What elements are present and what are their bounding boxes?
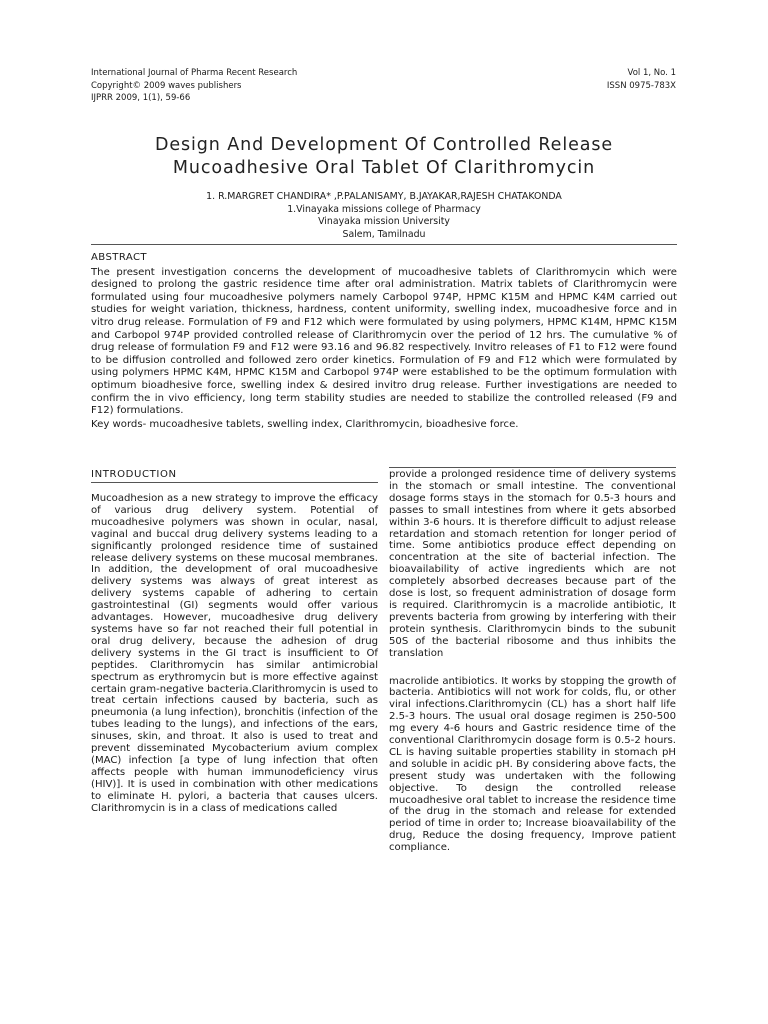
citation-line: IJPRR 2009, 1(1), 59-66 (91, 93, 191, 103)
introduction-right-text-2: macrolide antibiotics. It works by stopping the growth of bacteria. Antibiotics will not work for colds, flu, or other viral infections.Clarithromycin (CL) has a short half life 2.5-3 hours. The usual oral dosage regimen is 250-500 mg every 4-6 hours and Gastric residence time of the conventional Clarithromycin dosage form is 0.5-2 hours. CL is having suitable properties stability in stomach pH and soluble in acidic pH. By considering above facts, the present study was undertaken with the following objective. To design the controlled release mucoadhesive oral tablet to increase the residence time of the drug in the stomach and release for extended period of time in order to; Increase bioavailability of the drug, Reduce the dosing frequency, Improve patient compliance. (389, 675, 676, 854)
paragraph-gap (389, 660, 676, 676)
author-names: 1. R.MARGRET CHANDIRA* ,P.PALANISAMY, B.JAYAKAR,RAJESH CHATAKONDA (206, 191, 562, 202)
introduction-right-text-1: provide a prolonged residence time of delivery systems in the stomach or small intestine. The conventional dosage forms stays in the stomach for 0.5-3 hours and passes to small intestines from where it gets absorbed within 3-6 hours. It is therefore difficult to adjust release retardation and stomach retention for longer period of time. Some antibiotics produce effect depending on concentration at the site of bacterial infection. The bioavailability of active ingredients which are not completely absorbed decreases because part of the dose is lost, so frequent administration of dosage form is required. Clarithromycin is a macrolide antibiotic, It prevents bacteria from growing by interfering with their protein synthesis. Clarithromycin binds to the subunit 50S of the bacterial ribosome and thus inhibits the translation (389, 469, 676, 659)
affiliation-line-1: 1.Vinayaka missions college of Pharmacy (287, 203, 481, 215)
running-header-right (607, 67, 676, 92)
introduction-heading: INTRODUCTION (91, 469, 177, 480)
right-column-rule (389, 467, 676, 468)
issn-line: ISSN 0975-783X (606, 80, 676, 91)
volume-line: Vol 1, No. 1 (627, 68, 676, 78)
paper-title (0, 134, 768, 180)
abstract-top-rule (91, 244, 677, 245)
abstract-heading: ABSTRACT (91, 252, 147, 263)
copyright-line: Copyright© 2009 waves publishers (91, 80, 242, 91)
title-line-2: Mucoadhesive Oral Tablet Of Clarithromycin (172, 158, 596, 178)
left-column (91, 469, 378, 814)
keywords-line: Key words- mucoadhesive tablets, swelling index, Clarithromycin, bioadhesive force. (91, 418, 519, 430)
introduction-left-text: Mucoadhesion as a new strategy to improve the efficacy of various drug delivery system. Potential of mucoadhesive polymers was shown in ocular, nasal, vaginal and buccal drug delivery systems leading to a significantly prolonged residence time of sustained release delivery systems on these mucosal membranes. In addition, the development of oral mucoadhesive delivery systems was always of great interest as delivery systems capable of adhering to certain gastrointestinal (GI) segments would offer various advantages. However, mucoadhesive drug delivery systems have so far not reached their full potential in oral drug delivery, because the adhesion of drug delivery systems in the GI tract is insufficient to Of peptides. Clarithromycin has similar antimicrobial spectrum as erythromycin but is more effective against certain gram-negative bacteria.Clarithromycin is used to treat certain infections caused by bacteria, such as pneumonia (a lung infection), bronchitis (infection of the tubes leading to the lungs), and infections of the ears, sinuses, skin, and throat. It also is used to treat and prevent disseminated Mycobacterium avium complex (MAC) infection [a type of lung infection that often affects people with human immunodeficiency virus (HIV)]. It is used in combination with other medications to eliminate H. pylori, a bacteria that causes ulcers. Clarithromycin is in a class of medications called (91, 493, 378, 814)
affiliation-line-2: Vinayaka mission University (318, 216, 450, 227)
running-header-left (91, 67, 297, 105)
affiliation-line-3: Salem, Tamilnadu (342, 228, 426, 240)
author-block (0, 191, 768, 241)
right-column (389, 469, 676, 854)
abstract-section (91, 252, 677, 431)
abstract-text: The present investigation concerns the development of mucoadhesive tablets of Clarithromycin which were designed to prolong the gastric residence time after oral administration. Matrix tablets of Clarithromycin were formulated using four mucoadhesive polymers namely Carbopol 974P, HPMC K15M and HPMC K4M carried out studies for weight variation, thickness, hardness, content uniformity, swelling index, mucoadhesive force and in vitro drug release. Formulation of F9 and F12 which were formulated by using polymers, HPMC K14M, HPMC K15M and Carbopol 974P provided controlled release of Clarithromycin over the period of 12 hrs. The cumulative % of drug release of formulation F9 and F12 were 93.16 and 96.82 respectively. Invitro releases of F1 to F12 were found to be diffusion controlled and followed zero order kinetics. Formulation of F9 and F12 which were formulated by using polymers HPMC K4M, HPMC K15M and Carbopol 974P were established to be the optimum formulation with optimum bioadhesive force, swelling index & desired invitro drug release. Further investigations are needed to confirm the in vivo efficiency, long term stability studies are needed to stabilize the controlled released (F9 and F12) formulations. (91, 266, 677, 417)
journal-name: International Journal of Pharma Recent Research (91, 68, 298, 78)
title-line-1: Design And Development Of Controlled Release (154, 135, 614, 155)
